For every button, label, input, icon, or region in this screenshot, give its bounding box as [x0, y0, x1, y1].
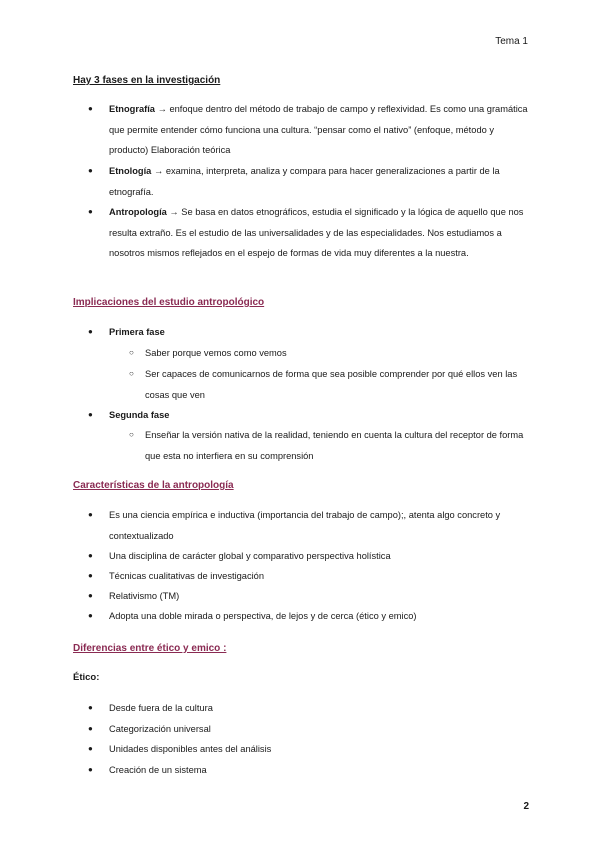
list-item-caract-1: ● Es una ciencia empírica e inductiva (importancia del trabajo de campo);, atenta algo concreto y contextualizado [109, 505, 529, 546]
list-item-etico-4: ● Creación de un sistema [109, 760, 529, 781]
section-title-implicaciones: Implicaciones del estudio antropológico [73, 297, 265, 308]
label-etico: Ético: [73, 672, 100, 683]
list-item-caract-4: ● Relativismo (TM) [109, 586, 529, 607]
list-item-antropologia [109, 202, 529, 264]
section-title-caracteristicas: Características de la antropología [73, 480, 234, 491]
sub-item-1: ○ Saber porque vemos como vemos [145, 343, 530, 364]
page-header-topic: Tema 1 [495, 36, 528, 47]
list-item-caract-3: ● Técnicas cualitativas de investigación [109, 566, 529, 587]
section-title-diferencias: Diferencias entre ético y emico : [73, 643, 227, 654]
page-number: 2 [523, 801, 529, 812]
list-item-etnografia [109, 99, 529, 161]
list-item-etico-3: ● Unidades disponibles antes del análisis [109, 739, 529, 760]
text-etnografia: → enfoque dentro del método de trabajo de campo y reflexividad. Es como una gramática que permite entender cómo funciona una cultura. “pensar como el nativo” (enfoque, método y producto) Elaboración teórica [109, 104, 528, 155]
label-primera-fase: Primera fase [109, 327, 165, 337]
list-item-etnologia [109, 161, 529, 202]
list-item-etico-2: ● Categorización universal [109, 719, 529, 740]
list-item-caract-2: ● Una disciplina de carácter global y comparativo perspectiva holística [109, 546, 529, 567]
term-etnologia: Etnología [109, 166, 152, 176]
sub-item-3: ○ Enseñar la versión nativa de la realidad, teniendo en cuenta la cultura del receptor de forma que esta no interfiera en su comprensión [145, 425, 530, 466]
list-item-caract-5: ● Adopta una doble mirada o perspectiva, de lejos y de cerca (ético y emico) [109, 606, 529, 627]
text-etnologia: → examina, interpreta, analiza y compara para hacer generalizaciones a partir de la etnografía. [109, 166, 500, 197]
list-item-primera-fase [109, 322, 529, 343]
text-antropologia: → Se basa en datos etnográficos, estudia el significado y la lógica de aquello que nos resulta extraño. Es el estudio de las universalidades y de las especialidades. Nos estudiamos a nosotros mismos reflejados en el espejo de formas de vida muy diferentes a la nuestra. [109, 207, 524, 258]
list-item-segunda-fase [109, 405, 529, 426]
section-title-fases: Hay 3 fases en la investigación [73, 75, 221, 86]
sub-item-2: ○ Ser capaces de comunicarnos de forma que sea posible comprender por qué ellos ven las cosas que ven [145, 364, 530, 405]
term-etnografia: Etnografía [109, 104, 155, 114]
term-antropologia: Antropología [109, 207, 167, 217]
list-item-etico-1: ● Desde fuera de la cultura [109, 698, 529, 719]
label-segunda-fase: Segunda fase [109, 410, 170, 420]
